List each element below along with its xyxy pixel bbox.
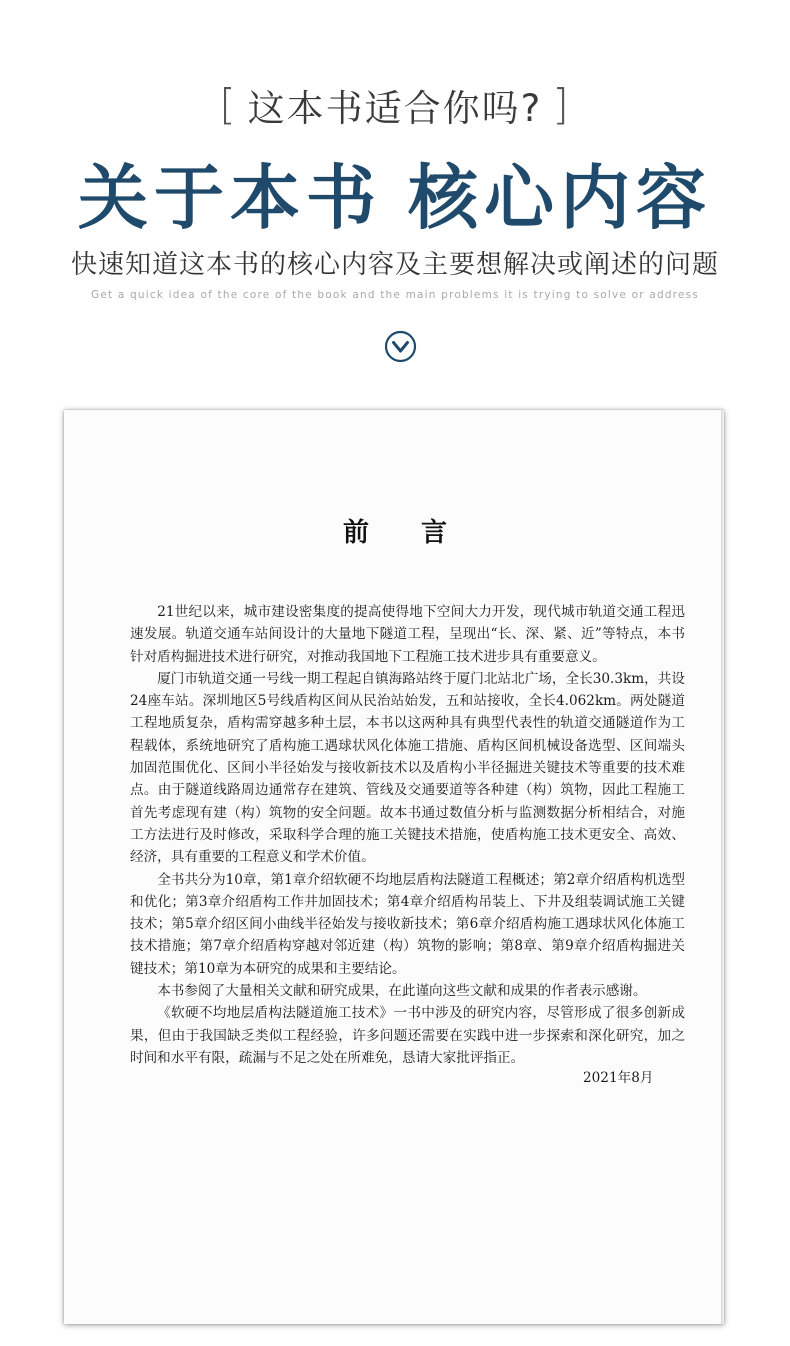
chevron-down-circle-icon bbox=[384, 330, 417, 363]
preface-title bbox=[0, 512, 790, 549]
preface-date: 2021年8月 bbox=[583, 1070, 654, 1086]
subtitle-english: Get a quick idea of the core of the book and the main problems it is trying to solve or address bbox=[91, 289, 699, 301]
section-tag bbox=[0, 78, 790, 132]
section-tag-text: 这本书适合你吗? bbox=[247, 87, 543, 130]
subtitle: 快速知道这本书的核心内容及主要想解决或阐述的问题 bbox=[70, 250, 719, 280]
preface-paragraph-2: 厦门市轨道交通一号线一期工程起自镇海路站终于厦门北站北广场，全长30.3km，共设24座车站。深圳地区5号线盾构区间从民治站始发，五和站接收，全长4.062km。两处隧道工程地质复杂，盾构需穿越多种土层，本书以这两种具有典型代表性的轨道交通隧道作为工程载体，系统地研究了盾构施工遇球状风化体施工措施、盾构区间机械设备选型、区间端头加固范围优化、区间小半径始发与接收新技术以及盾构小半径掘进关键技术等重要的技术难点。由于隧道线路周边通常存在建筑、管线及交通要道等各种建（构）筑物，因此工程施工首先考虑现有建（构）筑物的安全问题。故本书通过数值分析与监测数据分析相结合，对施工方法进行及时修改，采取科学合理的施工关键技术措施，使盾构施工技术更安全、高效、经济，具有重要的工程意义和学术价值。 bbox=[130, 670, 685, 866]
preface-paragraph-3: 全书共分为10章，第1章介绍软硬不均地层盾构法隧道工程概述；第2章介绍盾构机选型和优化；第3章介绍盾构工作井加固技术；第4章介绍盾构吊装上、下井及组装调试施工关键技术；第5章介绍区间小曲线半径始发与接收新技术；第6章介绍盾构施工遇球状风化体施工技术措施；第7章介绍盾构穿越对邻近建（构）筑物的影响；第8章、第9章介绍盾构掘进关键技术；第10章为本研究的成果和主要结论。 bbox=[130, 871, 685, 977]
headline-part2: 核心内容 bbox=[408, 157, 712, 239]
headline-part1: 关于本书 bbox=[78, 157, 382, 239]
preface-paragraph-1: 21世纪以来，城市建设密集度的提高使得地下空间大力开发，现代城市轨道交通工程迅速发展。轨道交通车站间设计的大量地下隧道工程，呈现出“长、深、紧、近”等特点，本书针对盾构掘进技术进行研究，对推动我国地下工程施工技术进步具有重要意义。 bbox=[130, 604, 685, 665]
preface-paragraph-4: 本书参阅了大量相关文献和研究成果，在此谨向这些文献和成果的作者表示感谢。 bbox=[157, 983, 647, 1000]
preface-body bbox=[130, 601, 685, 1069]
preface-paragraph-5: 《软硬不均地层盾构法隧道施工技术》一书中涉及的研究内容，尽管形成了很多创新成果，但由于我国缺乏类似工程经验，许多问题还需要在实践中进一步探索和深化研究，加之时间和水平有限，疏漏与不足之处在所难免，恳请大家批评指正。 bbox=[130, 1005, 685, 1066]
headline bbox=[0, 142, 790, 243]
preface-title-part1: 前 bbox=[342, 518, 369, 548]
preface-title-part2: 言 bbox=[421, 518, 448, 548]
bracket-left: [ bbox=[219, 80, 238, 129]
bracket-right: ] bbox=[552, 80, 571, 129]
